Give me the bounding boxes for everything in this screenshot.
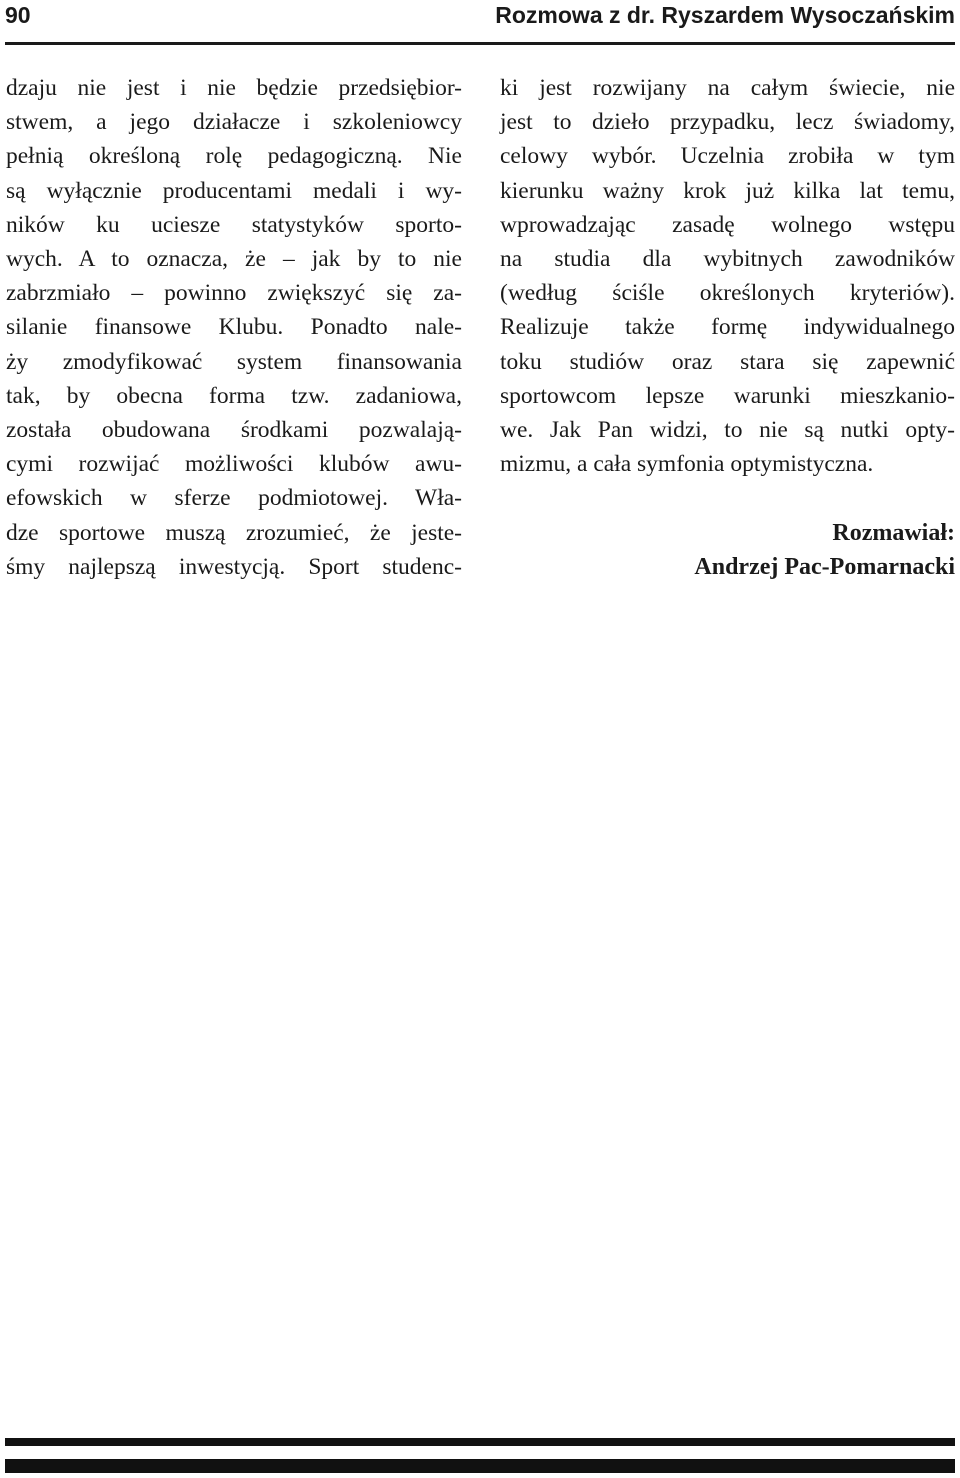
text-line: silanie finansowe Klubu. Ponadto nale- bbox=[6, 314, 462, 341]
text-line: na studia dla wybitnych zawodników bbox=[500, 246, 955, 273]
text-line: pełnią określoną rolę pedagogiczną. Nie bbox=[6, 143, 462, 170]
interviewer-signature bbox=[500, 516, 955, 584]
text-line: zabrzmiało – powinno zwiększyć się za- bbox=[6, 280, 462, 307]
text-line: we. Jak Pan widzi, to nie są nutki opty- bbox=[500, 417, 955, 444]
text-line: ży zmodyfikować system finansowania bbox=[6, 348, 462, 375]
footer-rule-thick bbox=[5, 1438, 955, 1446]
text-line: śmy najlepszą inwestycją. Sport studenc- bbox=[6, 553, 462, 580]
signature-label: Rozmawiał: bbox=[832, 520, 955, 546]
text-line: Realizuje także formę indywidualnego bbox=[500, 314, 955, 341]
text-line: toku studiów oraz stara się zapewnić bbox=[500, 348, 955, 375]
running-head: Rozmowa z dr. Ryszardem Wysoczańskim bbox=[495, 2, 955, 28]
text-line: są wyłącznie producentami medali i wy- bbox=[6, 177, 462, 204]
signature-name: Andrzej Pac-Pomarnacki bbox=[694, 554, 955, 580]
text-line: wprowadzając zasadę wolnego wstępu bbox=[500, 211, 955, 238]
text-line: dzaju nie jest i nie będzie przedsiębior- bbox=[6, 75, 462, 101]
text-line: sportowcom lepsze warunki mieszkanio- bbox=[500, 382, 955, 409]
text-line: stwem, a jego działacze i szkoleniowcy bbox=[6, 109, 462, 136]
left-text-column bbox=[6, 71, 462, 584]
text-line: została obudowana środkami pozwalają- bbox=[6, 417, 462, 444]
page-header bbox=[5, 0, 955, 45]
text-line: (według ściśle określonych kryteriów). bbox=[500, 280, 955, 307]
text-line: tak, by obecna forma tzw. zadaniowa, bbox=[6, 382, 462, 409]
text-line: ki jest rozwijany na całym świecie, nie bbox=[500, 75, 955, 101]
text-line: cymi rozwijać możliwości klubów awu- bbox=[6, 451, 462, 478]
text-line: mizmu, a cała symfonia optymistyczna. bbox=[500, 451, 874, 478]
text-line: ników ku uciesze statystyków sporto- bbox=[6, 211, 462, 238]
page-number: 90 bbox=[5, 2, 31, 28]
footer-rule-bottom bbox=[5, 1459, 955, 1473]
text-line: jest to dzieło przypadku, lecz świadomy, bbox=[500, 109, 955, 136]
text-line: efowskich w sferze podmiotowej. Wła- bbox=[6, 485, 462, 512]
text-line: wych. A to oznacza, że – jak by to nie bbox=[6, 246, 462, 273]
text-line: kierunku ważny krok już kilka lat temu, bbox=[500, 177, 955, 204]
text-line: celowy wybór. Uczelnia zrobiła w tym bbox=[500, 143, 955, 170]
text-line: dze sportowe muszą zrozumieć, że jeste- bbox=[6, 519, 462, 546]
right-text-column bbox=[500, 71, 955, 481]
